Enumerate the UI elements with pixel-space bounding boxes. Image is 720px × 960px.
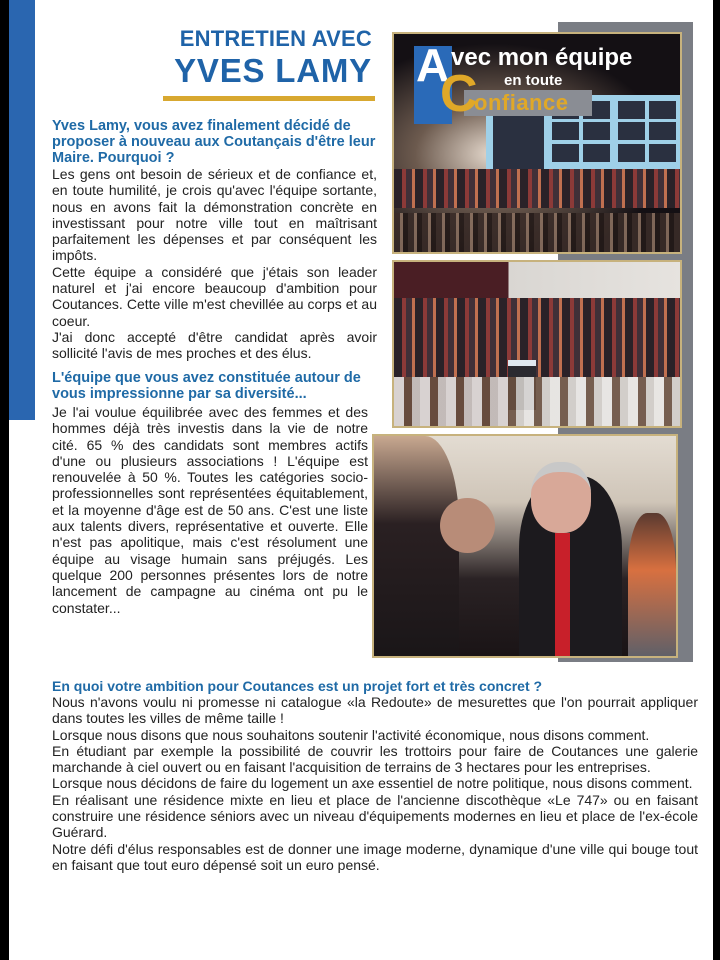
banner-letter-c: C	[440, 65, 478, 123]
red-tie	[555, 533, 570, 656]
banner-line-1: vec mon équipe	[451, 44, 633, 71]
answer-1-p1: Les gens ont besoin de sérieux et de confiance et, en toute humilité, je crois qu'avec l'équipe sortante, nous en avons fait la démonstration concrète en investissant pour notre ville tout en maîtrisant parfaitement les dépenses et par conséquent les impôts.	[52, 166, 377, 264]
title-line-1: ENTRETIEN AVEC	[179, 26, 372, 51]
answer-3-p5: En réalisant une résidence mixte en lieu et place de l'ancienne discothèque «Le 747» ou en faisant construire une résidence séniors avec un niveau d'équipements modernes en lieu et place de l'ex-école Guérard.	[52, 791, 698, 841]
title-line-2: YVES LAMY	[174, 52, 372, 89]
left-accent-bar	[9, 0, 35, 420]
section-2-body	[52, 404, 368, 616]
candidate-head	[531, 462, 591, 532]
answer-3-p1: Nous n'avons voulu ni promesse ni catalogue «la Redoute» de mesurettes que l'on pourrait appliquer dans toutes les villes de même taille !	[52, 694, 698, 727]
section-2	[52, 370, 377, 402]
question-3: En quoi votre ambition pour Coutances est un projet fort et très concret ?	[52, 678, 543, 694]
banner-line-3: onfiance	[474, 90, 569, 115]
question-2: L'équipe que vous avez constituée autour de vous impressionne par sa diversité...	[52, 370, 361, 402]
photo-team-on-stage	[392, 260, 682, 428]
answer-3-p3: En étudiant par exemple la possibilité de couvrir les trottoirs pour faire de Coutances une galerie marchande à ciel ouvert ou en faisant l'acquisition de terrains de 3 hectares pour les entreprises.	[52, 742, 698, 776]
foreground-person	[374, 436, 459, 656]
photo-campaign-launch-stage	[392, 32, 682, 254]
section-1	[52, 118, 377, 362]
answer-3-p6: Notre défi d'élus responsables est de donner une image moderne, dynamique d'une ville qui bouge tout en faisant que tout euro dépensé soit un euro pensé.	[52, 840, 698, 873]
section-3	[52, 678, 698, 873]
photo-candidate-greeting	[372, 434, 678, 658]
answer-1-p2: Cette équipe a considéré que j'étais son leader naturel et j'ai encore beaucoup d'ambition pour Coutances. Cette ville m'est chevillée au corps et au coeur.	[52, 263, 377, 329]
page-edge	[713, 0, 720, 960]
question-1: Yves Lamy, vous avez finalement décidé de proposer à nouveau aux Coutançais d'être leur Maire. Pourquoi ?	[52, 118, 376, 166]
answer-1-p3: J'ai donc accepté d'être candidat après avoir sollicité l'avis de mes proches et des élus.	[52, 328, 377, 362]
woman-right	[628, 513, 676, 656]
answer-2-p1: Je l'ai voulue équilibrée avec des femmes et des hommes déjà très investis dans la vie de notre cité. 65 % des candidats sont membres actifs d'une ou plusieurs associations ! L'équipe est renouvelée à 50 %. Toutes les catégories socio-professionnelles sont représentées équitablement, et la moyenne d'âge est de 50 ans. C'est une liste aux talents divers, représentative et ouverte. Elle n'est pas apolitique, mais c'est résolument une équipe au visage humain sans préjugés. Les quelque 200 personnes présentes lors de notre lancement de campagne au cinéma ont pu le constater...	[52, 404, 368, 616]
man-with-glasses	[440, 498, 494, 553]
banner-letter-a: A	[416, 39, 450, 91]
answer-3-p2: Lorsque nous disons que nous souhaitons soutenir l'activité économique, nous disons comment.	[52, 726, 650, 743]
banner-line-2: en toute	[504, 72, 563, 89]
title-underline	[163, 96, 375, 101]
answer-3-p4: Lorsque nous décidons de faire du logement un axe essentiel de notre politique, nous disons comment.	[52, 775, 693, 792]
